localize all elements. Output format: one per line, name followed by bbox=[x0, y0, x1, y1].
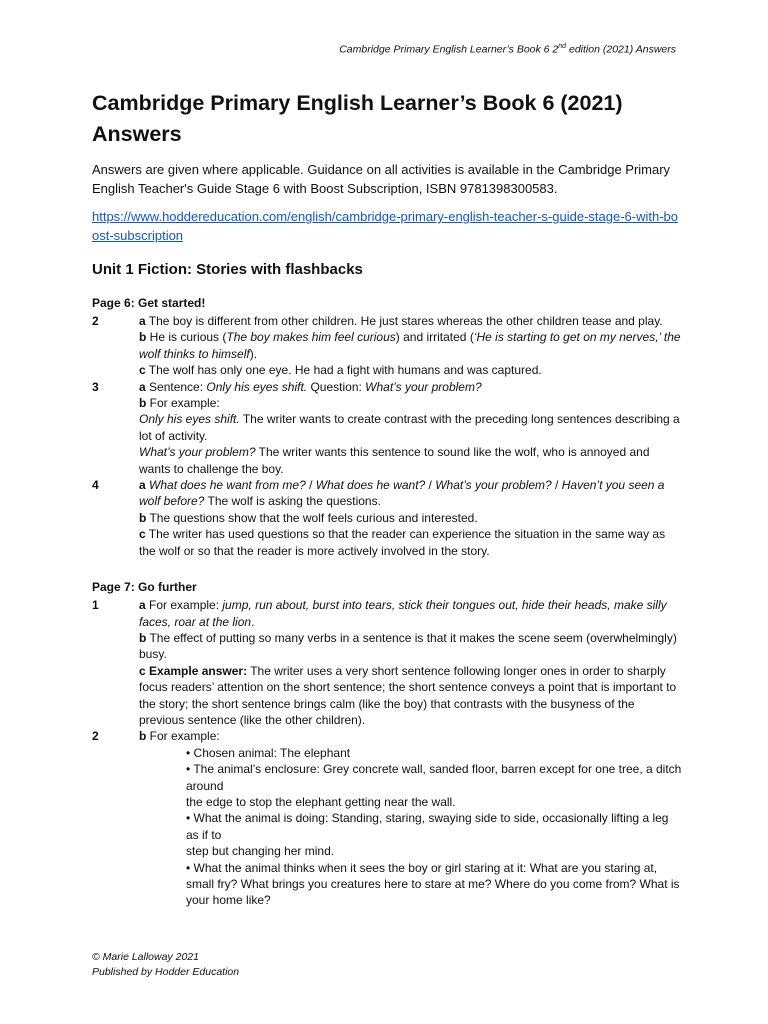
answer-text: The writer has used questions so that the reader can experience the situation in the same way as the wolf or so that the reader is more actively involved in the story. bbox=[139, 527, 666, 558]
answer-text: For example: bbox=[145, 598, 223, 613]
answer-part bbox=[139, 411, 682, 444]
answer-part bbox=[139, 526, 682, 559]
answer-body bbox=[139, 477, 682, 559]
copyright-text: © Marie Lalloway 2021 bbox=[92, 951, 199, 963]
bullet-item: step but changing her mind. bbox=[186, 844, 335, 859]
section-heading: Page 6: Get started! bbox=[92, 296, 206, 310]
answer-text: ) and irritated ( bbox=[395, 330, 474, 345]
publisher-text: Published by Hodder Education bbox=[92, 966, 240, 978]
part-label: b bbox=[139, 729, 147, 744]
answer-text: The writer wants to create contrast with the preceding long sentences describing a lot of activity. bbox=[139, 412, 680, 443]
bullet-item: the edge to stop the elephant getting near the wall. bbox=[186, 794, 456, 809]
bullet-list bbox=[139, 745, 682, 909]
part-label: a bbox=[139, 478, 146, 493]
page-title: Cambridge Primary English Learner’s Book 6 (2021) Answers bbox=[92, 91, 623, 146]
answer-text: For example: bbox=[146, 396, 220, 411]
answer-part bbox=[139, 329, 682, 362]
part-label: b bbox=[139, 630, 147, 645]
answer-text: Only his eyes shift. bbox=[139, 412, 240, 427]
running-header-text: Cambridge Primary English Learner’s Book 6 2 bbox=[339, 43, 559, 56]
running-header-text-end: edition (2021) Answers bbox=[566, 43, 676, 56]
answer-text: The questions show that the wolf feels curious and interested. bbox=[146, 510, 478, 525]
answer-text: jump, run about, burst into tears, stick their tongues out, hide their heads, make silly faces, roar at the lion bbox=[139, 598, 667, 629]
question-item bbox=[92, 477, 682, 559]
part-label: c bbox=[139, 527, 146, 542]
part-label: c bbox=[139, 363, 146, 378]
answer-text: He is curious ( bbox=[146, 330, 227, 345]
section-heading: Page 7: Go further bbox=[92, 580, 197, 595]
answer-body bbox=[139, 597, 682, 728]
answer-part bbox=[139, 663, 682, 729]
part-label: b bbox=[139, 330, 147, 345]
answer-part bbox=[139, 597, 682, 630]
answer-text: Sentence: bbox=[145, 379, 207, 394]
answer-body bbox=[139, 379, 682, 477]
answer-text: The boy makes him feel curious bbox=[226, 330, 396, 345]
question-number: 2 bbox=[92, 314, 99, 328]
question-item bbox=[92, 379, 682, 477]
question-item bbox=[92, 597, 682, 728]
answer-text: The writer wants this sentence to sound like the wolf, who is annoyed and wants to challenge the boy. bbox=[139, 445, 650, 476]
answer-text: ). bbox=[249, 346, 258, 361]
bullet-item: • Chosen animal: The elephant bbox=[186, 745, 351, 760]
answer-part bbox=[139, 630, 682, 663]
intro-paragraph: Answers are given where applicable. Guidance on all activities is available in the Cambridge Primary English Teacher's Guide Stage 6 with Boost Subscription, ISBN 9781398300583. bbox=[92, 162, 671, 196]
running-header-superscript: nd bbox=[558, 43, 567, 50]
answer-part bbox=[139, 477, 682, 510]
answer-text: Example answer: bbox=[145, 663, 248, 678]
unit-heading: Unit 1 Fiction: Stories with flashbacks bbox=[92, 261, 363, 278]
answer-body bbox=[139, 313, 682, 379]
answer-text: Question: bbox=[307, 379, 366, 394]
answer-part bbox=[139, 313, 682, 329]
answer-text: What’s your problem? bbox=[365, 379, 482, 394]
answer-text: ‘He is starting to get on my nerves,’ the wolf thinks to himself bbox=[139, 330, 681, 361]
answer-text: The writer uses a very short sentence following longer ones in order to sharply focus readers’ attention on the short sentence; the short sentence conveys a point that is important to the story; the short sentence brings calm (like the boy) that contrasts with the busyness of the previous sentence (like the other children). bbox=[139, 663, 677, 727]
answer-text: / bbox=[551, 478, 562, 493]
part-label: b bbox=[139, 510, 147, 525]
answer-part bbox=[139, 379, 682, 395]
answer-text: For example: bbox=[146, 729, 220, 744]
section-spacer bbox=[92, 559, 682, 565]
question-item bbox=[92, 728, 682, 908]
question-item bbox=[92, 313, 682, 379]
running-header bbox=[339, 43, 676, 56]
answer-text: What’s your problem? bbox=[435, 478, 552, 493]
answer-text: What does he want from me? bbox=[149, 478, 306, 493]
question-number: 2 bbox=[92, 729, 99, 744]
document-body bbox=[92, 88, 682, 909]
page-footer bbox=[92, 950, 239, 980]
answer-text: What’s your problem? bbox=[139, 445, 256, 460]
question-number: 4 bbox=[92, 478, 99, 493]
answer-part bbox=[139, 395, 682, 411]
question-number: 1 bbox=[92, 598, 99, 613]
teacher-guide-link[interactable]: https://www.hoddereducation.com/english/cambridge-primary-english-teacher-s-guide-stage-6-with-boost-subscription bbox=[92, 209, 678, 243]
answer-text: The boy is different from other children. He just stares whereas the other children tease and play. bbox=[145, 314, 663, 328]
answer-part bbox=[139, 728, 682, 744]
answer-part bbox=[139, 362, 682, 378]
answer-text: . bbox=[251, 614, 255, 629]
answer-text: / bbox=[425, 478, 436, 493]
answer-part bbox=[139, 444, 682, 477]
part-label: a bbox=[139, 379, 146, 394]
answer-part bbox=[139, 510, 682, 526]
answer-text: Only his eyes shift. bbox=[206, 379, 308, 394]
bullet-item: • What the animal thinks when it sees the boy or girl staring at it: What are you staring at, small fry? What brings you creatures here to stare at me? Where do you come from? What is your home like? bbox=[186, 860, 680, 908]
answer-sections bbox=[92, 295, 682, 909]
answer-text: The wolf is asking the questions. bbox=[204, 494, 381, 509]
question-number: 3 bbox=[92, 379, 99, 394]
part-label: c bbox=[139, 663, 146, 678]
answer-text: Haven’t you seen a wolf before? bbox=[139, 478, 665, 509]
part-label: b bbox=[139, 396, 147, 411]
answer-text: What does he want? bbox=[315, 478, 426, 493]
answer-text: The wolf has only one eye. He had a fight with humans and was captured. bbox=[145, 363, 542, 378]
answer-body bbox=[139, 728, 682, 908]
part-label: a bbox=[139, 314, 146, 328]
answer-text: / bbox=[305, 478, 316, 493]
bullet-item: • What the animal is doing: Standing, staring, swaying side to side, occasionally lifting a leg as if to bbox=[186, 811, 669, 842]
part-label: a bbox=[139, 598, 146, 613]
answer-text: The effect of putting so many verbs in a sentence is that it makes the scene seem (overwhelmingly) busy. bbox=[139, 630, 677, 662]
bullet-item: • The animal’s enclosure: Grey concrete wall, sanded floor, barren except for one tree, a ditch around bbox=[186, 762, 682, 793]
